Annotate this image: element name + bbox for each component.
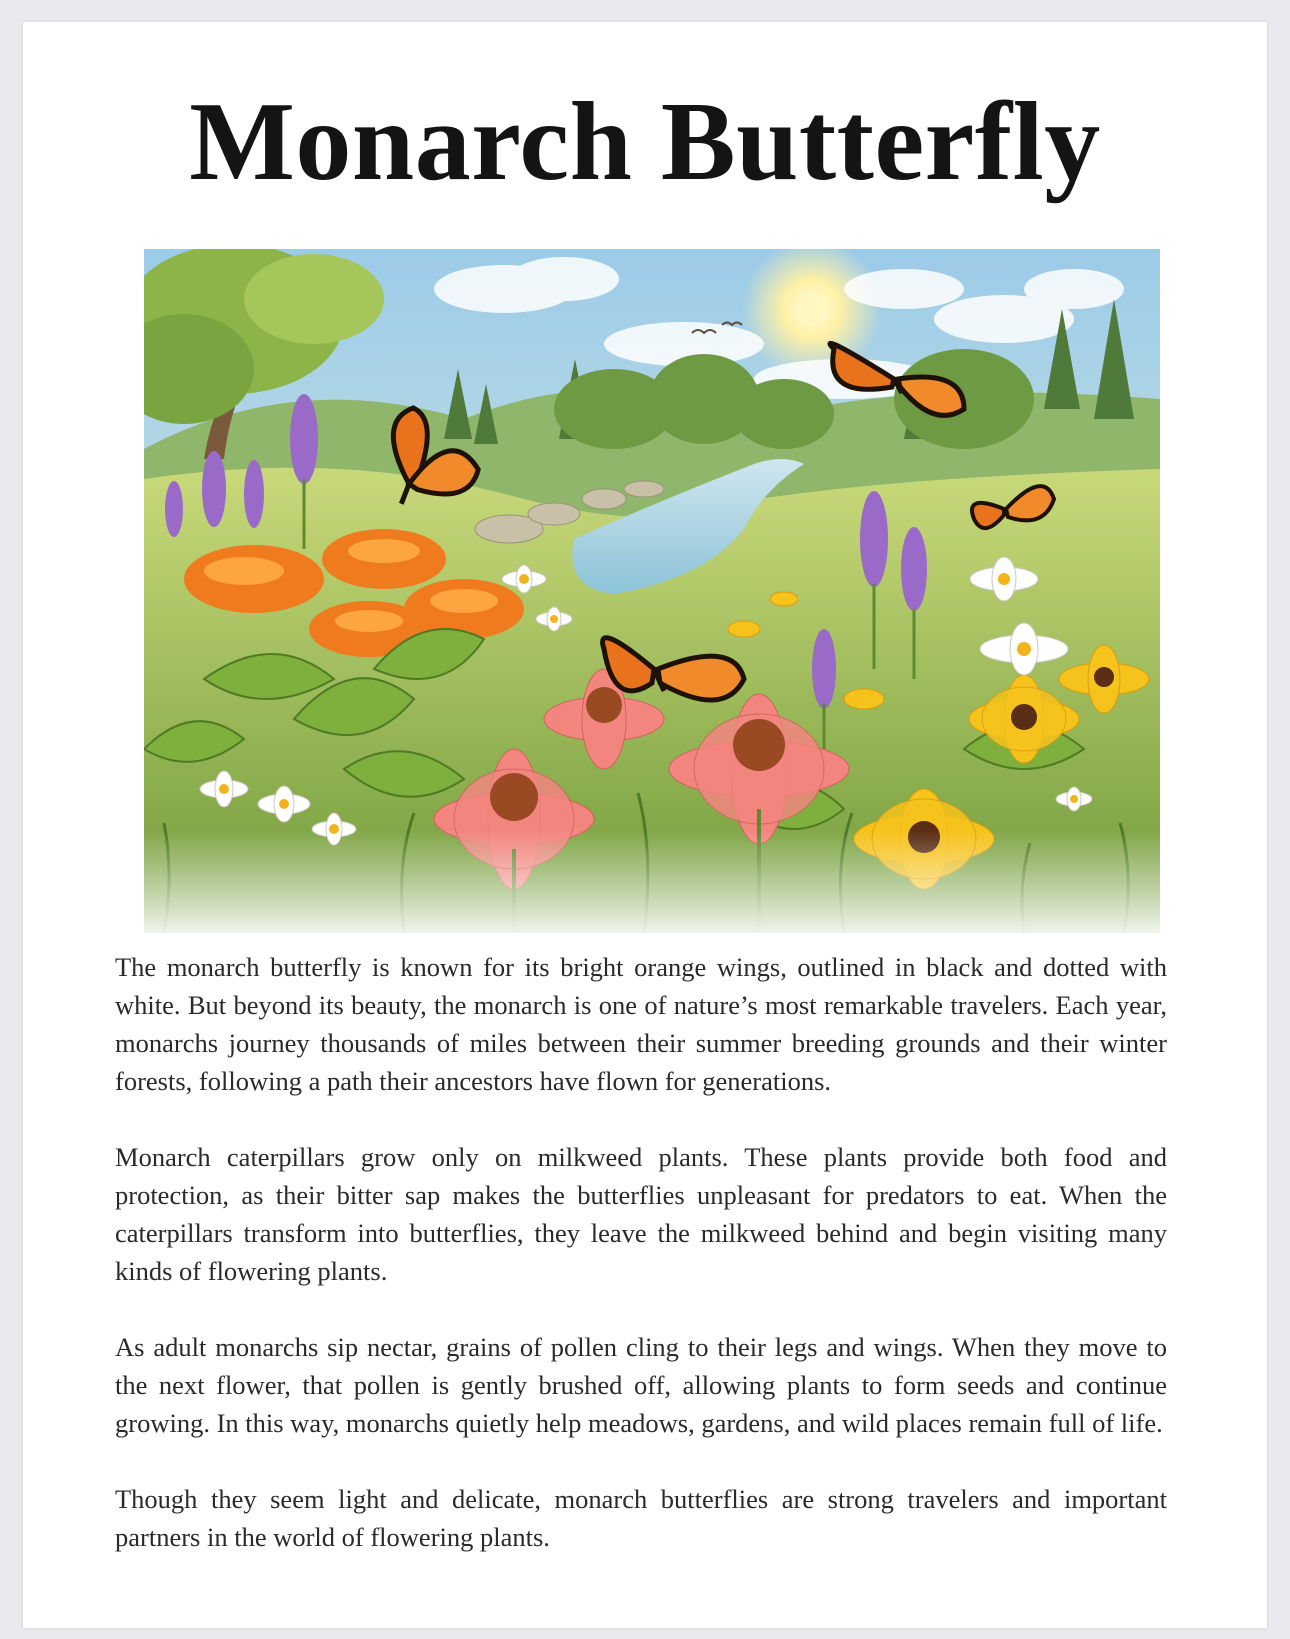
- paragraph-4: Though they seem light and delicate, monarch butterflies are strong travelers and important partners in the world of flowering plants.: [115, 1484, 1167, 1552]
- paragraph-1: The monarch butterfly is known for its bright orange wings, outlined in black and dotted with white. But beyond its beauty, the monarch is one of nature’s most remarkable travelers. Each year, monarchs journey thousands of miles between their summer breeding grounds and their winter forests, following a path their ancestors have flown for generations.: [115, 952, 1167, 1096]
- paragraph-3: As adult monarchs sip nectar, grains of pollen cling to their legs and wings. When they move to the next flower, that pollen is gently brushed off, allowing plants to form seeds and continue growing. In this way, monarchs quietly help meadows, gardens, and wild places remain full of life.: [115, 1332, 1167, 1438]
- paragraph-2: Monarch caterpillars grow only on milkweed plants. These plants provide both food and protection, as their bitter sap makes the butterflies unpleasant for predators to eat. When the caterpillars transform into butterflies, they leave the milkweed behind and begin visiting many kinds of flowering plants.: [115, 1142, 1167, 1286]
- document-page: [23, 22, 1267, 1628]
- page-title: Monarch Butterfly: [189, 80, 1101, 204]
- meadow-scene: [144, 249, 1160, 933]
- article-body: [115, 948, 1167, 1594]
- bottom-fade: [144, 249, 1160, 933]
- meadow-illustration: [144, 249, 1160, 933]
